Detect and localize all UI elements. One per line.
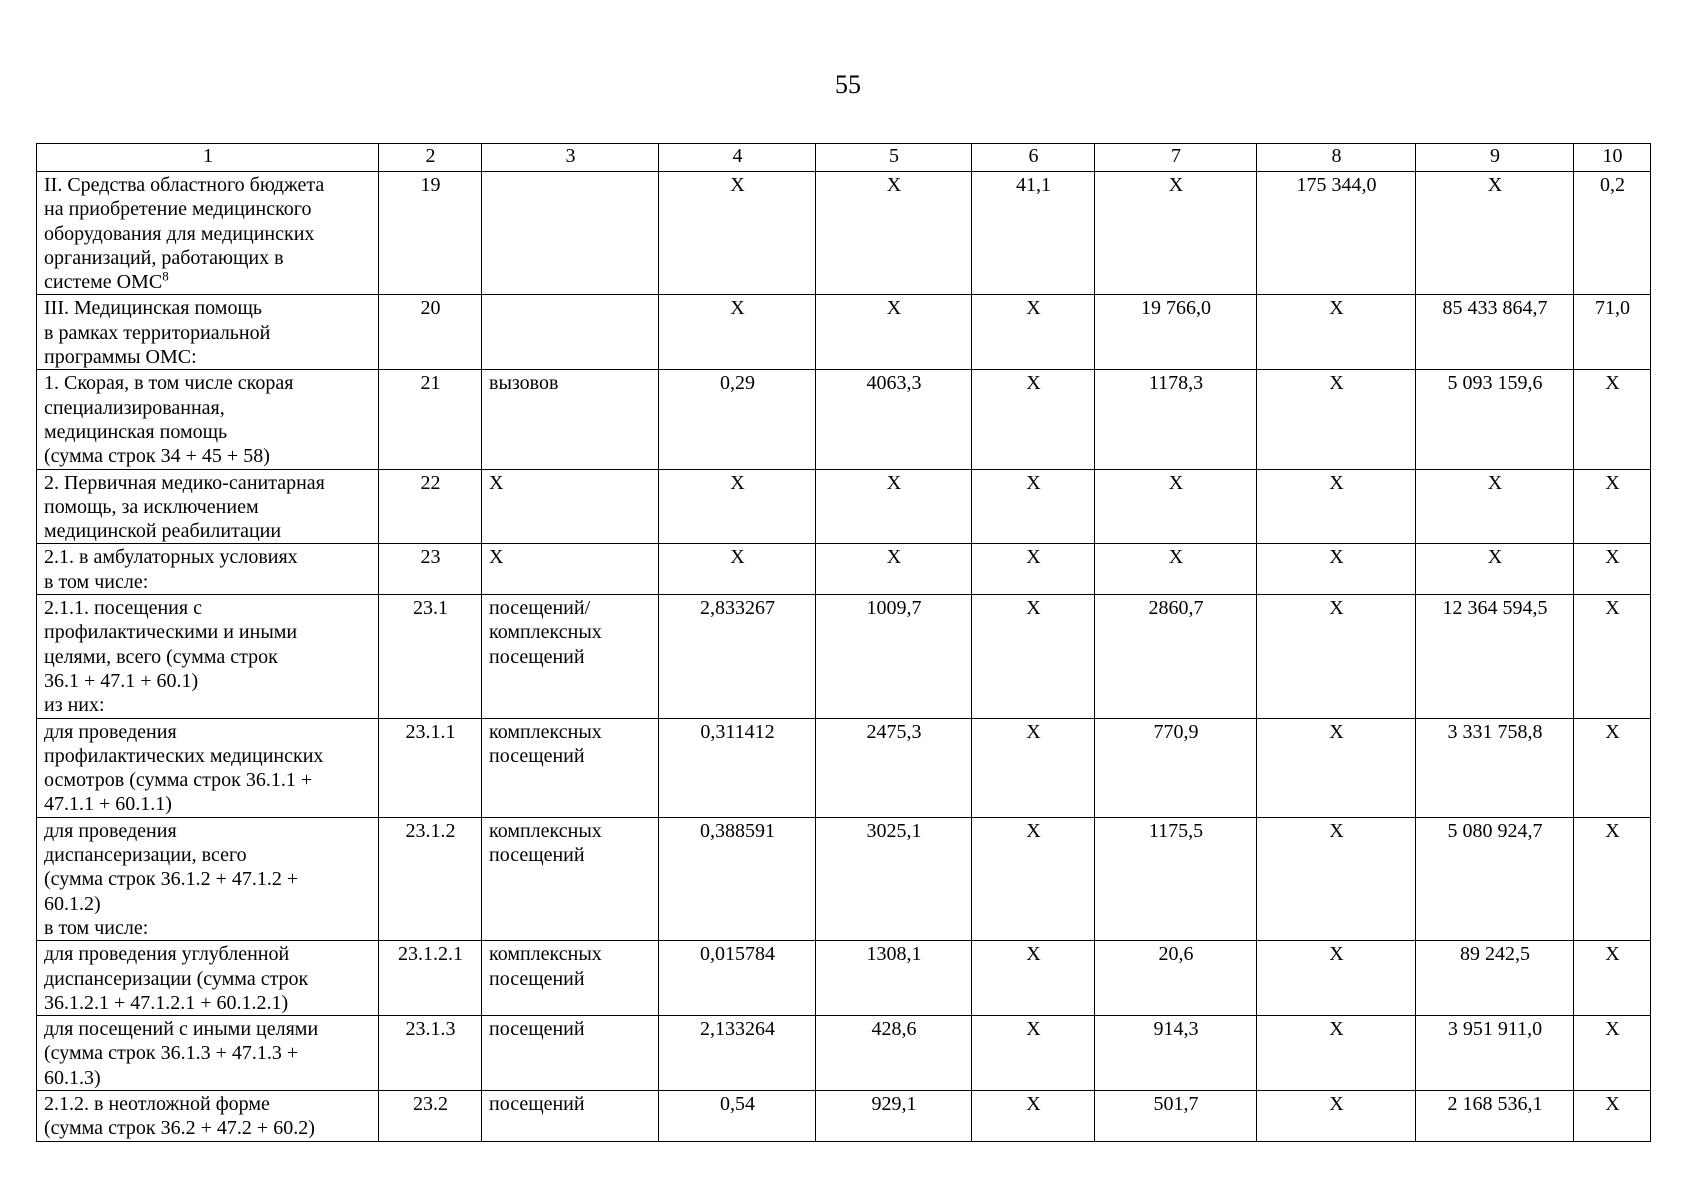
column-7-value: Х bbox=[1168, 546, 1184, 569]
column-7-cell bbox=[1095, 817, 1257, 940]
column-4-cell bbox=[659, 1090, 816, 1141]
column-7-cell bbox=[1095, 595, 1257, 718]
row-name-cell bbox=[37, 817, 379, 940]
column-10-value: Х bbox=[1605, 1018, 1620, 1041]
column-4-value: Х bbox=[730, 297, 745, 320]
table-row bbox=[37, 172, 1651, 295]
column-4-cell bbox=[659, 544, 816, 595]
unit-cell bbox=[482, 718, 659, 817]
column-10-cell bbox=[1574, 1016, 1651, 1091]
row-number-value: 23.1 bbox=[413, 597, 448, 620]
column-7-cell bbox=[1095, 718, 1257, 817]
column-7-cell bbox=[1095, 941, 1257, 1016]
column-5-cell bbox=[816, 295, 972, 370]
column-6-cell bbox=[972, 544, 1095, 595]
row-name-text: для проведения углубленной диспансеризации (сумма строк 36.1.2.1 + 47.1.2.1 + 60.1.2.1) bbox=[44, 943, 309, 1014]
column-6-value: Х bbox=[1026, 471, 1041, 494]
row-name-text: III. Медицинская помощь в рамках территориальной программы ОМС: bbox=[44, 297, 271, 369]
row-name-text: 1. Скорая, в том числе скорая специализированная, медицинская помощь (сумма строк 34 + 45 + 58) bbox=[44, 372, 294, 468]
row-number-cell bbox=[379, 941, 482, 1016]
column-6-cell bbox=[972, 295, 1095, 370]
row-name-text: для посещений с иными целями (сумма строк 36.1.3 + 47.1.3 + 60.1.3) bbox=[44, 1018, 319, 1089]
column-8-value: Х bbox=[1329, 1018, 1344, 1041]
column-7-cell bbox=[1095, 469, 1257, 544]
column-10-cell bbox=[1574, 469, 1651, 544]
unit-value: комплексных посещений bbox=[489, 943, 602, 990]
column-10-cell bbox=[1574, 941, 1651, 1016]
row-name-text: 2. Первичная медико-санитарная помощь, за исключением медицинской реабилитации bbox=[44, 471, 325, 543]
column-9-cell bbox=[1416, 595, 1574, 718]
row-name-text: 2.1.1. посещения с профилактическими и иными целями, всего (сумма строк 36.1 + 47.1 + 60.1) из них: bbox=[44, 597, 298, 717]
row-number-cell bbox=[379, 544, 482, 595]
row-name-cell bbox=[37, 172, 379, 295]
column-4-value: 0,388591 bbox=[700, 819, 775, 842]
column-4-cell bbox=[659, 941, 816, 1016]
column-8-cell bbox=[1257, 469, 1416, 544]
column-9-value: Х bbox=[1487, 174, 1503, 196]
column-8-value: Х bbox=[1329, 943, 1344, 966]
column-header: 10 bbox=[1574, 144, 1651, 172]
column-4-cell bbox=[659, 595, 816, 718]
row-number-cell bbox=[379, 370, 482, 469]
column-10-cell bbox=[1574, 718, 1651, 817]
column-6-cell bbox=[972, 370, 1095, 469]
unit-cell bbox=[482, 544, 659, 595]
column-10-cell bbox=[1574, 817, 1651, 940]
column-4-value: Х bbox=[730, 174, 745, 196]
column-4-value: Х bbox=[730, 471, 745, 494]
unit-cell bbox=[482, 941, 659, 1016]
column-8-cell bbox=[1257, 1090, 1416, 1141]
table-row bbox=[37, 595, 1651, 718]
column-9-value: 89 242,5 bbox=[1460, 943, 1530, 966]
row-number-cell bbox=[379, 1016, 482, 1091]
column-5-cell bbox=[816, 595, 972, 718]
column-6-value: Х bbox=[1026, 372, 1041, 395]
column-4-value: 0,311412 bbox=[700, 720, 775, 743]
column-10-value: Х bbox=[1605, 1092, 1620, 1115]
column-7-value: 770,9 bbox=[1153, 720, 1199, 743]
footnote-marker: 8 bbox=[162, 268, 169, 284]
table-row bbox=[37, 544, 1651, 595]
table-row bbox=[37, 1016, 1651, 1091]
column-10-value: Х bbox=[1605, 546, 1620, 569]
column-5-value: 428,6 bbox=[871, 1018, 917, 1041]
row-number-value: 23.1.1 bbox=[405, 720, 456, 743]
column-7-value: 19 766,0 bbox=[1141, 297, 1211, 320]
data-table bbox=[36, 143, 1651, 1142]
column-5-cell bbox=[816, 469, 972, 544]
unit-value: посещений bbox=[489, 1018, 585, 1041]
row-name-cell bbox=[37, 469, 379, 544]
column-10-value: 71,0 bbox=[1595, 297, 1630, 320]
unit-cell bbox=[482, 1090, 659, 1141]
column-6-cell bbox=[972, 718, 1095, 817]
column-8-value: 175 344,0 bbox=[1296, 174, 1377, 196]
column-9-cell bbox=[1416, 370, 1574, 469]
column-header: 8 bbox=[1257, 144, 1416, 172]
row-number-value: 19 bbox=[420, 174, 441, 196]
unit-cell bbox=[482, 469, 659, 544]
column-9-cell bbox=[1416, 817, 1574, 940]
column-9-cell bbox=[1416, 1016, 1574, 1091]
row-name-text: для проведения диспансеризации, всего (сумма строк 36.1.2 + 47.1.2 + 60.1.2) в том числе: bbox=[44, 819, 299, 939]
column-5-value: Х bbox=[886, 546, 902, 569]
column-4-cell bbox=[659, 172, 816, 295]
column-6-value: Х bbox=[1026, 720, 1041, 743]
row-name-text: 2.1.2. в неотложной форме (сумма строк 36.2 + 47.2 + 60.2) bbox=[44, 1092, 315, 1140]
column-10-value: 0,2 bbox=[1600, 174, 1625, 196]
column-6-cell bbox=[972, 1090, 1095, 1141]
row-number-value: 23.1.3 bbox=[405, 1018, 456, 1041]
row-number-cell bbox=[379, 817, 482, 940]
column-8-cell bbox=[1257, 595, 1416, 718]
column-6-value: Х bbox=[1026, 1092, 1041, 1115]
unit-cell bbox=[482, 295, 659, 370]
column-6-cell bbox=[972, 941, 1095, 1016]
column-9-cell bbox=[1416, 172, 1574, 295]
column-10-value: Х bbox=[1605, 819, 1620, 842]
column-4-value: Х bbox=[730, 546, 745, 569]
row-number-cell bbox=[379, 595, 482, 718]
column-10-cell bbox=[1574, 370, 1651, 469]
row-number-cell bbox=[379, 469, 482, 544]
column-8-value: Х bbox=[1329, 471, 1344, 494]
column-header: 7 bbox=[1095, 144, 1257, 172]
column-6-cell bbox=[972, 1016, 1095, 1091]
column-4-value: 0,29 bbox=[720, 372, 755, 395]
column-10-value: Х bbox=[1605, 372, 1620, 395]
unit-value: комплексных посещений bbox=[489, 819, 602, 867]
column-9-value: 3 951 911,0 bbox=[1447, 1018, 1543, 1041]
column-9-cell bbox=[1416, 1090, 1574, 1141]
row-number-cell bbox=[379, 172, 482, 295]
row-number-cell bbox=[379, 718, 482, 817]
column-8-value: Х bbox=[1329, 546, 1344, 569]
column-7-value: Х bbox=[1168, 471, 1184, 494]
unit-cell bbox=[482, 1016, 659, 1091]
column-header: 5 bbox=[816, 144, 972, 172]
column-6-value: Х bbox=[1026, 943, 1041, 966]
column-9-cell bbox=[1416, 718, 1574, 817]
column-7-value: 1175,5 bbox=[1148, 819, 1204, 842]
column-7-cell bbox=[1095, 370, 1257, 469]
column-4-cell bbox=[659, 469, 816, 544]
column-5-cell bbox=[816, 817, 972, 940]
row-number-value: 23.1.2 bbox=[405, 819, 456, 842]
column-5-cell bbox=[816, 370, 972, 469]
column-4-value: 0,54 bbox=[720, 1092, 755, 1115]
column-5-cell bbox=[816, 718, 972, 817]
column-4-cell bbox=[659, 295, 816, 370]
row-name-cell bbox=[37, 718, 379, 817]
column-5-value: Х bbox=[886, 174, 902, 196]
column-8-cell bbox=[1257, 718, 1416, 817]
column-8-cell bbox=[1257, 941, 1416, 1016]
column-6-value: Х bbox=[1026, 546, 1041, 569]
column-4-value: 2,133264 bbox=[700, 1018, 775, 1041]
column-10-cell bbox=[1574, 1090, 1651, 1141]
column-8-cell bbox=[1257, 370, 1416, 469]
column-8-value: Х bbox=[1329, 720, 1344, 743]
column-10-value: Х bbox=[1605, 943, 1620, 966]
column-header: 9 bbox=[1416, 144, 1574, 172]
unit-value: посещений/ комплексных посещений bbox=[489, 597, 602, 668]
row-name-cell bbox=[37, 1090, 379, 1141]
row-name-cell bbox=[37, 595, 379, 718]
column-7-cell bbox=[1095, 1090, 1257, 1141]
row-name-cell bbox=[37, 1016, 379, 1091]
column-4-value: 2,833267 bbox=[700, 597, 775, 620]
unit-cell bbox=[482, 370, 659, 469]
table-row bbox=[37, 469, 1651, 544]
column-10-cell bbox=[1574, 172, 1651, 295]
column-4-cell bbox=[659, 817, 816, 940]
column-header: 2 bbox=[379, 144, 482, 172]
column-5-cell bbox=[816, 172, 972, 295]
column-5-value: Х bbox=[886, 297, 902, 320]
column-10-cell bbox=[1574, 595, 1651, 718]
column-6-value: 41,1 bbox=[1016, 174, 1051, 196]
column-6-cell bbox=[972, 595, 1095, 718]
table-row bbox=[37, 941, 1651, 1016]
unit-cell bbox=[482, 172, 659, 295]
column-number-row bbox=[37, 144, 1651, 172]
column-10-value: Х bbox=[1605, 720, 1620, 743]
column-5-value: 1308,1 bbox=[866, 943, 922, 966]
column-header: 6 bbox=[972, 144, 1095, 172]
column-header: 1 bbox=[37, 144, 379, 172]
column-10-cell bbox=[1574, 544, 1651, 595]
column-9-value: 12 364 594,5 bbox=[1442, 597, 1548, 620]
column-7-value: 20,6 bbox=[1158, 943, 1194, 966]
column-5-value: Х bbox=[886, 471, 902, 494]
column-10-value: Х bbox=[1605, 471, 1620, 494]
column-4-cell bbox=[659, 718, 816, 817]
table-row bbox=[37, 370, 1651, 469]
row-number-value: 23 bbox=[420, 546, 441, 569]
table-row bbox=[37, 1090, 1651, 1141]
column-8-cell bbox=[1257, 544, 1416, 595]
row-name-text: II. Средства областного бюджета на приобретение медицинского оборудования для медицинских организаций, работающих в системе ОМС bbox=[44, 174, 325, 294]
column-5-cell bbox=[816, 1090, 972, 1141]
column-9-value: Х bbox=[1487, 546, 1503, 569]
column-8-cell bbox=[1257, 1016, 1416, 1091]
column-header: 3 bbox=[482, 144, 659, 172]
table-row bbox=[37, 295, 1651, 370]
column-9-cell bbox=[1416, 941, 1574, 1016]
column-9-value: Х bbox=[1487, 471, 1503, 494]
column-9-value: 2 168 536,1 bbox=[1447, 1092, 1543, 1115]
column-4-value: 0,015784 bbox=[700, 943, 775, 966]
column-6-value: Х bbox=[1026, 1018, 1041, 1041]
column-9-value: 3 331 758,8 bbox=[1447, 720, 1543, 743]
column-7-cell bbox=[1095, 544, 1257, 595]
column-10-value: Х bbox=[1605, 597, 1620, 620]
column-6-value: Х bbox=[1026, 297, 1041, 320]
row-name-text: для проведения профилактических медицинских осмотров (сумма строк 36.1.1 + 47.1.1 + 60.1.1) bbox=[44, 720, 324, 816]
unit-value: посещений bbox=[489, 1092, 585, 1115]
column-5-value: 2475,3 bbox=[866, 720, 922, 743]
column-8-value: Х bbox=[1329, 297, 1344, 320]
row-number-value: 20 bbox=[420, 297, 441, 320]
column-7-value: 914,3 bbox=[1153, 1018, 1199, 1041]
row-number-cell bbox=[379, 295, 482, 370]
column-5-cell bbox=[816, 1016, 972, 1091]
row-name-cell bbox=[37, 544, 379, 595]
column-5-value: 1009,7 bbox=[866, 597, 922, 620]
column-6-value: Х bbox=[1026, 819, 1041, 842]
column-7-cell bbox=[1095, 172, 1257, 295]
column-5-value: 929,1 bbox=[871, 1092, 917, 1115]
page-number: 55 bbox=[835, 70, 861, 99]
column-8-value: Х bbox=[1329, 819, 1344, 842]
row-name-text: 2.1. в амбулаторных условиях в том числе: bbox=[44, 546, 298, 593]
column-7-value: 501,7 bbox=[1153, 1092, 1199, 1115]
column-header: 4 bbox=[659, 144, 816, 172]
column-9-value: 85 433 864,7 bbox=[1442, 297, 1548, 320]
unit-cell bbox=[482, 817, 659, 940]
column-7-cell bbox=[1095, 1016, 1257, 1091]
row-number-value: 22 bbox=[420, 471, 441, 494]
table-row bbox=[37, 718, 1651, 817]
table-row bbox=[37, 817, 1651, 940]
column-9-cell bbox=[1416, 544, 1574, 595]
unit-value: вызовов bbox=[489, 372, 559, 395]
column-7-value: Х bbox=[1168, 174, 1184, 196]
column-6-value: Х bbox=[1026, 597, 1041, 620]
row-number-value: 23.2 bbox=[413, 1092, 448, 1115]
row-number-value: 21 bbox=[420, 372, 441, 395]
column-6-cell bbox=[972, 817, 1095, 940]
column-8-value: Х bbox=[1329, 1092, 1344, 1115]
column-5-value: 4063,3 bbox=[866, 372, 922, 395]
column-7-value: 1178,3 bbox=[1148, 372, 1204, 395]
row-name-cell bbox=[37, 295, 379, 370]
column-5-cell bbox=[816, 544, 972, 595]
row-number-value: 23.1.2.1 bbox=[398, 943, 463, 966]
row-name-cell bbox=[37, 370, 379, 469]
row-number-cell bbox=[379, 1090, 482, 1141]
column-6-cell bbox=[972, 172, 1095, 295]
unit-value: Х bbox=[489, 471, 504, 494]
column-9-cell bbox=[1416, 469, 1574, 544]
column-8-cell bbox=[1257, 295, 1416, 370]
column-8-value: Х bbox=[1329, 597, 1344, 620]
unit-value: Х bbox=[489, 546, 504, 569]
column-4-cell bbox=[659, 370, 816, 469]
column-4-cell bbox=[659, 1016, 816, 1091]
column-8-cell bbox=[1257, 172, 1416, 295]
column-10-cell bbox=[1574, 295, 1651, 370]
unit-value: комплексных посещений bbox=[489, 720, 602, 767]
row-name-cell bbox=[37, 941, 379, 1016]
column-7-cell bbox=[1095, 295, 1257, 370]
column-5-cell bbox=[816, 941, 972, 1016]
unit-cell bbox=[482, 595, 659, 718]
column-8-value: Х bbox=[1329, 372, 1344, 395]
column-9-value: 5 080 924,7 bbox=[1447, 819, 1543, 842]
column-7-value: 2860,7 bbox=[1148, 597, 1204, 620]
column-9-value: 5 093 159,6 bbox=[1447, 372, 1543, 395]
column-9-cell bbox=[1416, 295, 1574, 370]
column-6-cell bbox=[972, 469, 1095, 544]
column-5-value: 3025,1 bbox=[866, 819, 922, 842]
column-8-cell bbox=[1257, 817, 1416, 940]
